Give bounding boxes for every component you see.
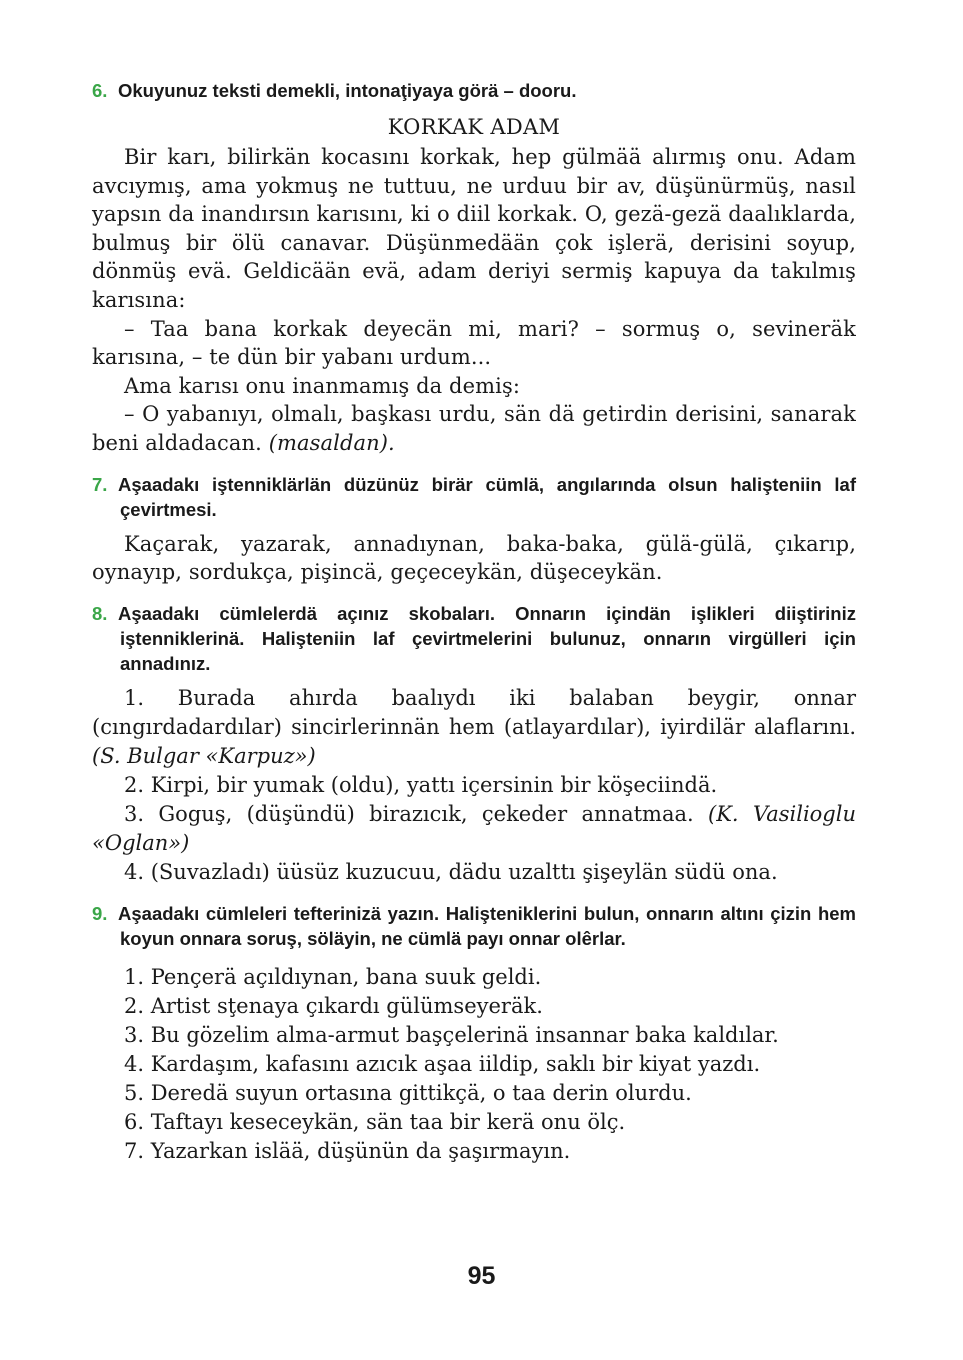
story-source: (masaldan). [268,430,395,455]
task-9-number: 9. [92,902,108,924]
task-9-list [92,963,856,1166]
task-8-number: 8. [92,602,108,624]
list-item-text: 2. Kirpi, bir yumak (oldu), yattı içersinin bir köşeciindä. [124,772,718,797]
story-title: KORKAK ADAM [387,115,561,139]
task-6-number: 6. [92,80,108,101]
list-item-text: 4. (Suvazladı) üüsüz kuzucuu, dädu uzalttı şişeylän südü ona. [124,859,778,884]
list-item-source: (S. Bulgar «Karpuz») [92,743,316,768]
task-7 [92,472,856,587]
story-paragraph: Bir karı, bilirkän kocasını korkak, hep gülmää alırmış onu. Adam avcıymış, ama yokmuş ne tuttuu, ne urduu bir av, düşünürmüş, nasıl yapsın da inandırsın karısını, ki o diil korkak. O, gezä-gezä daalıklarda, bulmuş bir ölü canavar. Düşünmedään çok işlerä, derisini soyup, dönmüş evä. Geldicään evä, adam deriyi sermiş kapuya da takılmış karısına: [92,145,856,312]
story-paragraph [92,400,856,457]
page-content [92,78,856,1166]
list-item: 4. Kardaşım, kafasını azıcık aşaa iildip, saklı bir kiyat yazdı. [124,1051,761,1076]
list-item: 2. Artist sţenaya çıkardı gülümseyeräk. [124,993,543,1018]
list-item [92,771,856,800]
task-8-instruction: Aşaadakı cümlelerdä açınız skobaları. Onnarın içindän işlikleri diiştiriniz iştenniklerinä. Halişteniin laf çevirtmelerini bulunuz, onnarın virgülleri için annadınız. [118,602,856,674]
task-9-instruction-line [92,901,856,951]
task-7-instruction-line [92,472,856,522]
task-8-instruction-line [92,601,856,676]
task-7-instruction: Aşaadakı iştenniklärlän düzünüz birär cümlä, angılarında olsun halişteniin laf çevirtmesi. [118,473,856,520]
list-item-text: 3. Goguş, (düşündü) birazıcık, çekeder annatmaa. [124,801,694,826]
list-item [92,800,856,858]
task-9 [92,901,856,1166]
list-item [92,858,856,887]
page-number: 95 [467,1262,496,1290]
task-6 [92,78,856,458]
story-last-text: – O yabanıyı, olmalı, başkası urdu, sän dä getirdin derisini, sanarak beni aldadacan. [92,402,856,455]
list-item: 1. Pençerä açıldıynan, bana suuk geldi. [124,964,542,989]
story-paragraph: Ama karısı onu inanmamış da demiş: [124,373,521,398]
list-item: 6. Taftayı keseceykän, sän taa bir kerä onu ölç. [124,1109,626,1134]
task-7-number: 7. [92,473,108,495]
list-item-source: (K. Vasilioglu «Oglan») [92,801,856,855]
task-8-list [92,684,856,887]
list-item: 5. Deredä suyun ortasına gittikçä, o taa derin olurdu. [124,1080,692,1105]
story-paragraph: – Taa bana korkak deyecän mi, mari? – sormuş o, sevineräk karısına, – te dün bir yabanı urdum... [92,316,856,370]
list-item: 3. Bu gözelim alma-armut başçelerinä insannar baka kaldılar. [124,1022,779,1047]
task-6-instruction-line [92,78,856,103]
list-item: 7. Yazarkan islää, düşünün da şaşırmayın. [124,1138,571,1163]
task-7-text: Kaçarak, yazarak, annadıynan, baka-baka, gülä-gülä, çıkarıp, oynayıp, sordukça, pişincä, geçeceykän, düşeceykän. [92,531,856,585]
list-item [92,684,856,771]
task-9-instruction: Aşaadakı cümleleri tefterinizä yazın. Halişteniklerini bulun, onnarın altını çizin hem koyun onnara soruş, söläyin, ne cümlä payı onnar olêrlar. [118,902,856,949]
task-6-instruction: Okuyunuz teksti demekli, intonaţiyaya görä – dooru. [118,80,577,101]
list-item-text: 1. Burada ahırda baalıydı iki balaban beygir, onnar (cıngırdadardılar) sincirlerinnän hem (atlayardılar), iyirdilär alaflarını. [92,685,856,739]
task-8 [92,601,856,887]
